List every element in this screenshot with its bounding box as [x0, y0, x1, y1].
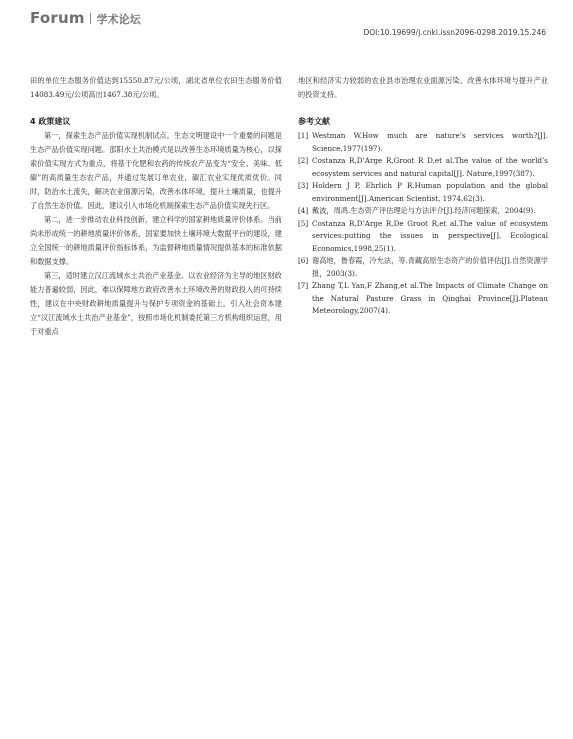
reference-text: Holdern J P, Ehrlich P R.Human population and the global environment[J].American Scientist, 1974,62(3). [312, 181, 548, 203]
reference-text: 谢高地，鲁春霞，冷允法，等.青藏高原生态资产的价值评估[J].自然资源学报，2003(3). [312, 256, 548, 278]
doi-label: DOI:10.19699/j.cnki.issn2096-0298.2019.15.246 [363, 28, 546, 37]
reference-number: [3] [298, 181, 309, 190]
reference-number: [4] [298, 206, 309, 215]
reference-item [298, 205, 548, 218]
reference-text: Costanza R,D’Arge R,Groot R D,et al.The value of the world’s ecosystem services and natural capital[J]. Nature,1997(387). [312, 156, 548, 178]
reference-list [298, 130, 548, 318]
reference-number: [7] [298, 281, 309, 290]
continued-paragraph: 地区和经济实力较弱的农业县市治理农业面源污染、改善水体环境与提升产业的投资支持。 [298, 76, 548, 99]
reference-item [298, 180, 548, 205]
reference-number: [5] [298, 218, 309, 228]
reference-number: [2] [298, 156, 309, 165]
reference-item [298, 155, 548, 180]
reference-item [298, 130, 548, 155]
journal-brand: Forum [30, 9, 85, 27]
header-separator [90, 13, 91, 24]
section-heading: 4 政策建议 [30, 117, 71, 126]
reference-text: Costanza R,D’Arge R,De Groot R,et al.The value of ecosystem services:putting the issues in perspective[J]. Ecological Economics,1998,25(1). [312, 218, 548, 253]
paragraph: 第三，适时建立汉江流域水土共治产业基金。以农业经济为主导的地区财政能力普遍较弱，因此，难以保障地方政府改善水土环境改善的财政投入的可持续性，建议在中央财政耕地质量提升与保护专项资金的基础上，引入社会资本建立“汉江流域水土共治产业基金”，按照市场化机制委托第三方机构组织运营，用于对重点 [30, 271, 282, 336]
reference-number: [1] [298, 131, 309, 140]
paragraph: 第一，探索生态产品价值实现机制试点。生态文明建设中一个重要的问题是生态产品价值实现问题。邵阳水土共治模式是以改善生态环境质量为核心，以探索价值实现方式为重点，将基于化肥和农药的传统农产品变为“安全、美味、低碳”的高质量生态农产品，并通过发展订单农业，碳汇农业实现优质优价。同时，防治水土流失，解决农业面源污染，改善水体环境，提升土壤质量，也提升了自然生态价值。因此，建议引入市场化机制探索生态产品价值实现先行区。 [30, 131, 282, 210]
intro-paragraph: 田的单位生态服务价值达到15550.87元/公顷，湖北省单位农田生态服务价值14083.49元/公顷高出1467.38元/公顷。 [30, 76, 282, 99]
reference-text: 戴波，周鸿.生态资产评估理论与方法评介[J].经济问题探索，2004(9). [312, 206, 536, 215]
reference-text: Zhang T,L Yan,F Zhang,et al.The Impacts of Climate Change on the Natural Pasture Grass in Qinghai Province[J].Plateau Meteorology,2007(4). [312, 281, 548, 315]
reference-item [298, 255, 548, 280]
paragraph: 第二，进一步推动农业科技创新，建立科学的国家耕地质量评价体系。当前尚未形成统一的耕地质量评价体系，国家要加快土壤环境大数据平台的建设，建立全国统一的耕地质量评价指标体系，为监督耕地质量情况提供基本的标准依据和数据支撑。 [30, 215, 282, 266]
reference-text: Westman W.How much are nature’s services worth?[J]. Science,1977(197). [312, 131, 548, 153]
right-column [298, 74, 548, 318]
left-column [30, 74, 282, 339]
reference-number: [6] [298, 256, 309, 265]
references-heading: 参考文献 [298, 117, 330, 126]
column-name: 学术论坛 [96, 13, 141, 26]
reference-item [298, 218, 548, 256]
running-header [30, 8, 550, 28]
reference-item [298, 280, 548, 318]
